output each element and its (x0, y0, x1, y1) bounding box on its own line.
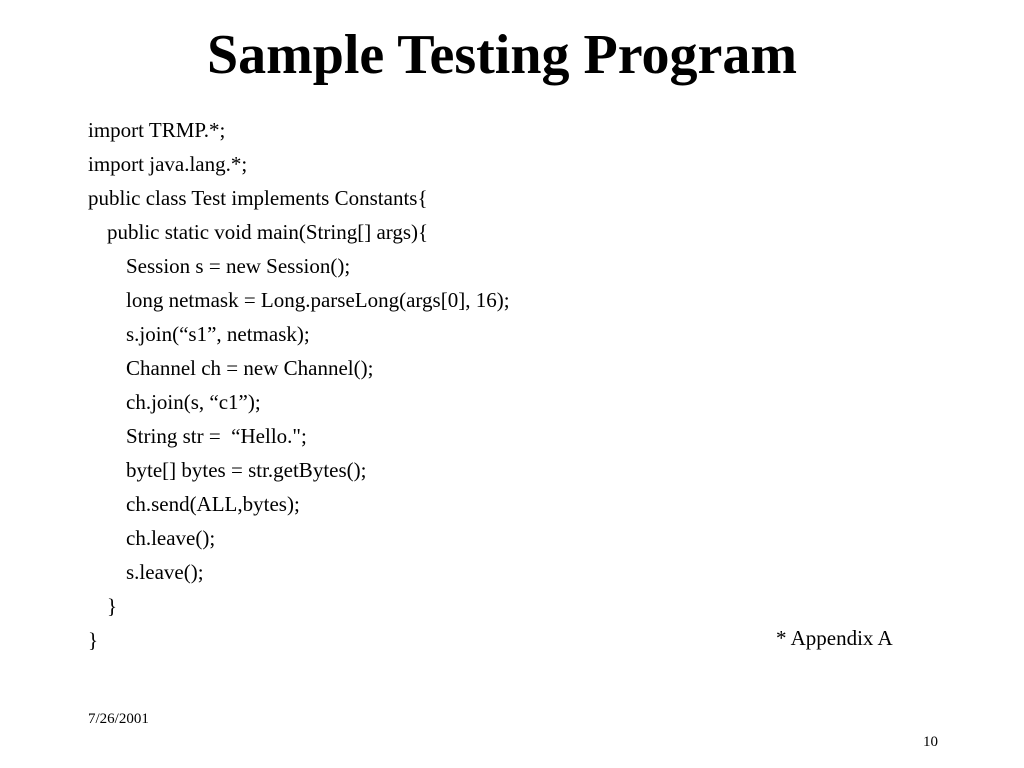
code-line-main-method: public static void main(String[] args){ (107, 220, 429, 244)
code-line-string-str: String str = “Hello."; (126, 424, 307, 448)
code-listing (88, 113, 948, 657)
code-line-import-trmp: import TRMP.*; (88, 118, 226, 142)
code-line-close-method: } (107, 594, 118, 618)
code-line-netmask: long netmask = Long.parseLong(args[0], 16); (126, 288, 510, 312)
code-line-get-bytes: byte[] bytes = str.getBytes(); (126, 458, 367, 482)
code-line-class-declaration: public class Test implements Constants{ (88, 186, 428, 210)
code-line-session-join: s.join(“s1”, netmask); (126, 322, 310, 346)
code-line-channel-join: ch.join(s, “c1”); (126, 390, 261, 414)
appendix-note: * Appendix A (776, 626, 893, 650)
page-number: 10 (923, 734, 938, 750)
footer-date: 7/26/2001 (88, 711, 149, 727)
code-line-channel-send: ch.send(ALL,bytes); (126, 492, 300, 516)
code-line-session-leave: s.leave(); (126, 560, 204, 584)
code-line-new-session: Session s = new Session(); (126, 254, 351, 278)
slide-title: Sample Testing Program (206, 24, 798, 86)
code-line-channel-leave: ch.leave(); (126, 526, 216, 550)
code-line-new-channel: Channel ch = new Channel(); (126, 356, 374, 380)
code-line-close-class: } (88, 628, 99, 652)
code-line-import-java-lang: import java.lang.*; (88, 152, 248, 176)
